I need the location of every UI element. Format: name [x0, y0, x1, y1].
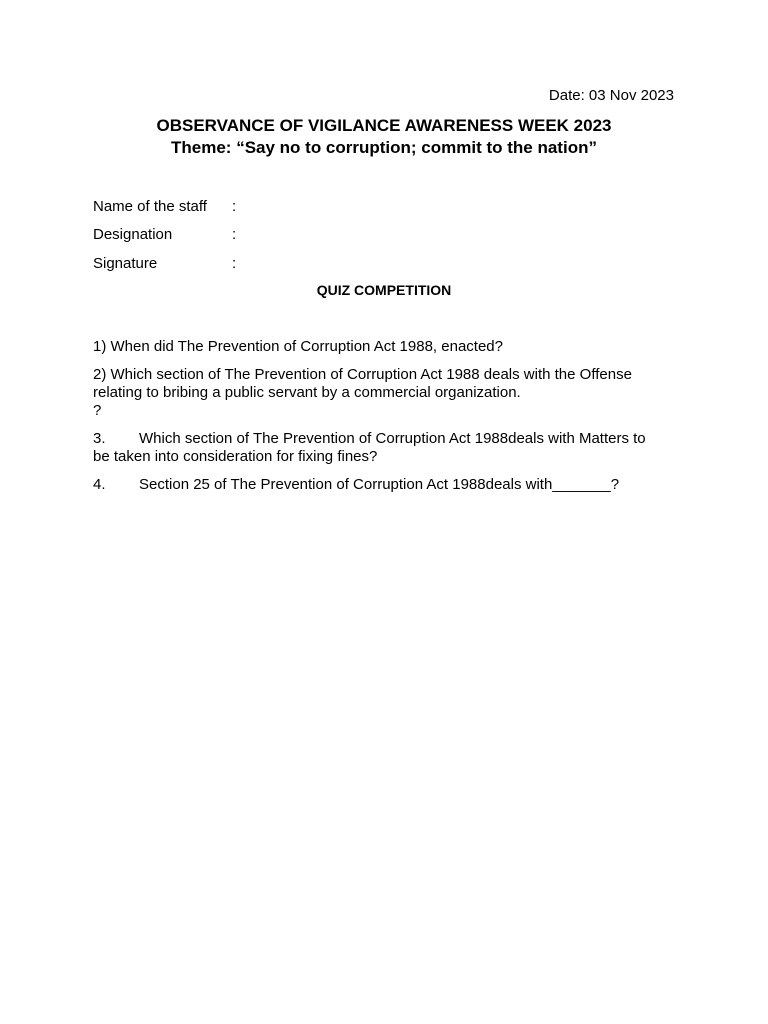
- document-title: OBSERVANCE OF VIGILANCE AWARENESS WEEK 2023: [156, 116, 612, 135]
- field-separator: :: [232, 255, 237, 272]
- quiz-question-4: [93, 476, 683, 494]
- question-text: be taken into consideration for fixing fines?: [93, 448, 378, 465]
- question-text: Section 25 of The Prevention of Corruption Act 1988deals with_______?: [139, 476, 620, 493]
- quiz-question-2: [93, 366, 683, 420]
- question-number: 3.: [93, 430, 106, 447]
- field-separator: :: [232, 226, 237, 243]
- quiz-question-3: [93, 430, 683, 466]
- question-text: ?: [93, 402, 102, 419]
- quiz-question-1: [93, 338, 683, 356]
- field-signature: [93, 255, 236, 273]
- quiz-heading: QUIZ COMPETITION: [316, 282, 452, 298]
- question-number: 4.: [93, 476, 106, 493]
- field-label: Name of the staff: [93, 198, 207, 215]
- field-staff-name: [93, 198, 236, 216]
- field-label: Signature: [93, 255, 158, 272]
- field-separator: :: [232, 198, 237, 215]
- question-text: 2) Which section of The Prevention of Corruption Act 1988 deals with the Offense: [93, 366, 632, 383]
- document-theme: Theme: “Say no to corruption; commit to the nation”: [171, 138, 597, 157]
- field-designation: [93, 226, 236, 244]
- question-text: Which section of The Prevention of Corruption Act 1988deals with Matters to: [139, 430, 646, 447]
- question-text: relating to bribing a public servant by a commercial organization.: [93, 384, 521, 401]
- document-date: Date: 03 Nov 2023: [548, 87, 674, 104]
- field-label: Designation: [93, 226, 173, 243]
- question-text: 1) When did The Prevention of Corruption Act 1988, enacted?: [93, 338, 503, 355]
